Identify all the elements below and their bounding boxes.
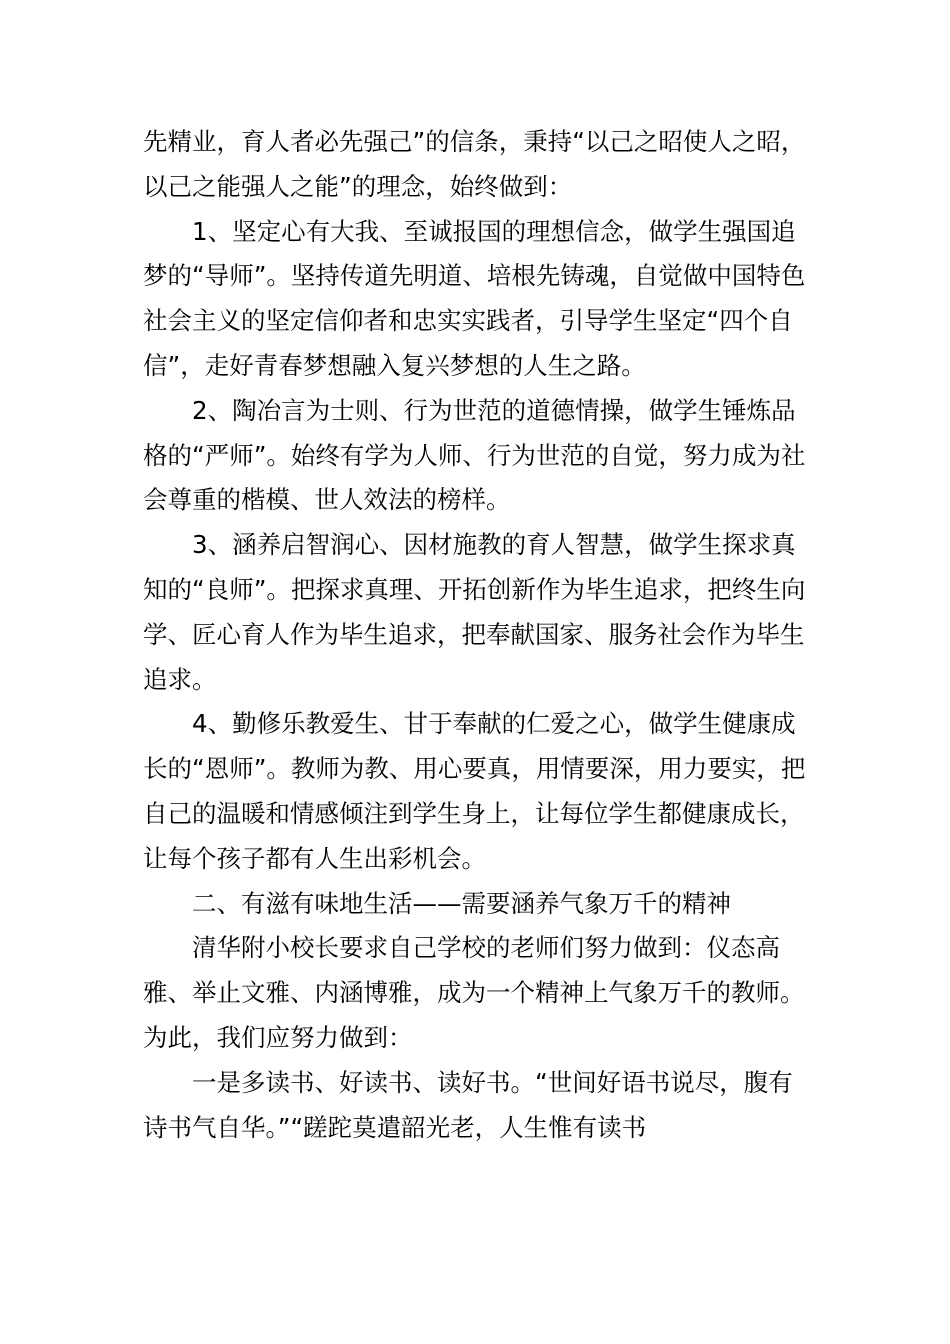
body-paragraph-section-intro: 清华附小校长要求自己学校的老师们努力做到：仪态高雅、举止文雅、内涵博雅，成为一个精神上气象万千的教师。为此，我们应努力做到： — [143, 933, 805, 1052]
body-paragraph-point-1: 一是多读书、好读书、读好书。“世间好语书说尽，腹有诗书气自华。”“蹉跎莫遣韶光老，人生惟有读书 — [143, 1067, 793, 1142]
body-paragraph-item-2: 2、陶冶言为士则、行为世范的道德情操，做学生锤炼品格的“严师”。始终有学为人师、行为世范的自觉，努力成为社会尊重的楷模、世人效法的榜样。 — [143, 395, 806, 515]
document-body — [143, 120, 813, 1150]
body-paragraph-item-1: 1、坚定心有大我、至诚报国的理想信念，做学生强国追梦的“导师”。坚持传道先明道、培根先铸魂，自觉做中国特色社会主义的坚定信仰者和忠实实践者，引导学生坚定“四个自信”，走好青春梦想融入复兴梦想的人生之路。 — [143, 216, 806, 380]
section-heading-2: 二、有滋有味地生活——需要涵养气象万千的精神 — [192, 888, 731, 918]
body-paragraph-continuation: 先精业，育人者必先强己”的信条，秉持“以己之昭使人之昭，以己之能强人之能”的理念，始终做到： — [143, 127, 806, 201]
body-paragraph-item-3: 3、涵养启智润心、因材施教的育人智慧，做学生探求真知的“良师”。把探求真理、开拓创新作为毕生追求，把终生向学、匠心育人作为毕生追求，把奉献国家、服务社会作为毕生追求。 — [143, 530, 806, 694]
body-paragraph-item-4: 4、勤修乐教爱生、甘于奉献的仁爱之心，做学生健康成长的“恩师”。教师为教、用心要真，用情要深，用力要实，把自己的温暖和情感倾注到学生身上，让每位学生都健康成长，让每个孩子都有人生出彩机会。 — [143, 709, 806, 873]
